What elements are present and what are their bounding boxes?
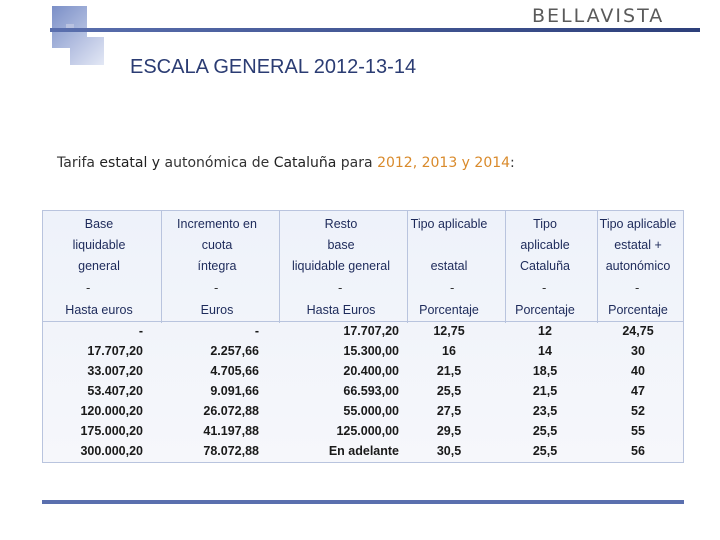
- table-cell: 14: [538, 344, 552, 358]
- table-cell: 40: [631, 364, 645, 378]
- column-header-line: liquidable: [72, 238, 126, 252]
- column-header-line: Tipo aplicable: [410, 217, 488, 231]
- slide-subtitle: [57, 155, 515, 171]
- table-cell: -: [254, 324, 259, 338]
- table-cell: 23,5: [532, 404, 558, 418]
- tax-scale-table: [42, 210, 684, 463]
- table-cell: 78.072,88: [203, 444, 259, 458]
- column-header-line: Resto: [324, 217, 358, 231]
- header-separator: [43, 321, 683, 322]
- table-cell: 56: [631, 444, 645, 458]
- table-cell: 12: [538, 324, 552, 338]
- table-cell: 20.400,00: [343, 364, 399, 378]
- subtitle-years: 2012, 2013 y 2014: [377, 155, 511, 171]
- table-cell: 55.000,00: [343, 404, 399, 418]
- subtitle-part: Tarifa: [57, 155, 95, 171]
- column-header-dash: -: [450, 281, 455, 295]
- column-header-dash: -: [214, 281, 219, 295]
- table-cell: 33.007,20: [87, 364, 143, 378]
- column-header-dash: -: [338, 281, 343, 295]
- header-rule: [50, 28, 700, 32]
- table-cell: 2.257,66: [210, 344, 259, 358]
- subtitle-part: autonómica de: [164, 155, 270, 171]
- table-cell: 12,75: [433, 324, 465, 338]
- table-cell: 15.300,00: [343, 344, 399, 358]
- column-header-line: general: [78, 259, 120, 273]
- table-cell: 30: [631, 344, 645, 358]
- subtitle-part: :: [510, 155, 515, 171]
- table-cell: 300.000,20: [80, 444, 143, 458]
- table-cell: En adelante: [328, 444, 399, 458]
- table-cell: 17.707,20: [343, 324, 399, 338]
- decorative-square-small: [70, 37, 104, 65]
- table-cell: 25,5: [436, 384, 462, 398]
- column-unit-label: Porcentaje: [515, 303, 575, 317]
- table-cell: 9.091,66: [210, 384, 259, 398]
- table-cell: 25,5: [532, 424, 558, 438]
- table-cell: 25,5: [532, 444, 558, 458]
- column-header-line: autonómico: [605, 259, 671, 273]
- column-header-line: Cataluña: [519, 259, 571, 273]
- column-header-line: Tipo aplicable: [599, 217, 677, 231]
- table-cell: 21,5: [436, 364, 462, 378]
- column-unit-label: Euros: [200, 303, 234, 317]
- column-header-line: aplicable: [520, 238, 570, 252]
- column-header-dash: -: [542, 281, 547, 295]
- table-cell: 66.593,00: [343, 384, 399, 398]
- column-header-line: Base: [84, 217, 114, 231]
- table-cell: 41.197,88: [203, 424, 259, 438]
- column-header-line: Incremento en: [177, 217, 257, 231]
- column-unit-label: Hasta euros: [65, 303, 133, 317]
- column-unit-label: Hasta Euros: [306, 303, 376, 317]
- column-header-line: liquidable general: [292, 259, 390, 273]
- column-header-line: estatal: [430, 259, 468, 273]
- column-header-line: cuota: [201, 238, 233, 252]
- table-cell: 53.407,20: [87, 384, 143, 398]
- table-cell: -: [138, 324, 143, 338]
- table-cell: 16: [442, 344, 456, 358]
- table-cell: 30,5: [436, 444, 462, 458]
- table-cell: 17.707,20: [87, 344, 143, 358]
- table-cell: 4.705,66: [210, 364, 259, 378]
- table-cell: 26.072,88: [203, 404, 259, 418]
- table-cell: 27,5: [436, 404, 462, 418]
- column-header-line: base: [327, 238, 355, 252]
- brand-logo-text: BELLAVISTA: [532, 5, 665, 27]
- slide-title: ESCALA GENERAL 2012-13-14: [130, 56, 417, 78]
- column-unit-label: Porcentaje: [419, 303, 479, 317]
- subtitle-part: para: [340, 155, 373, 171]
- table-cell: 24,75: [622, 324, 654, 338]
- column-unit-label: Porcentaje: [608, 303, 668, 317]
- column-header-dash: -: [635, 281, 640, 295]
- column-header-line: estatal +: [614, 238, 662, 252]
- table-cell: 21,5: [532, 384, 558, 398]
- column-header-dash: -: [86, 281, 91, 295]
- column-header-line: íntegra: [197, 259, 237, 273]
- table-cell: 120.000,20: [80, 404, 143, 418]
- table-cell: 55: [631, 424, 645, 438]
- table-cell: 125.000,00: [336, 424, 399, 438]
- table-cell: 29,5: [436, 424, 462, 438]
- column-header-line: Tipo: [533, 217, 557, 231]
- table-cell: 18,5: [532, 364, 558, 378]
- table-cell: 47: [631, 384, 645, 398]
- subtitle-part: Cataluña: [273, 155, 337, 171]
- footer-rule: [42, 500, 684, 504]
- table-cell: 175.000,20: [80, 424, 143, 438]
- table-cell: 52: [631, 404, 645, 418]
- subtitle-part: estatal y: [99, 155, 161, 171]
